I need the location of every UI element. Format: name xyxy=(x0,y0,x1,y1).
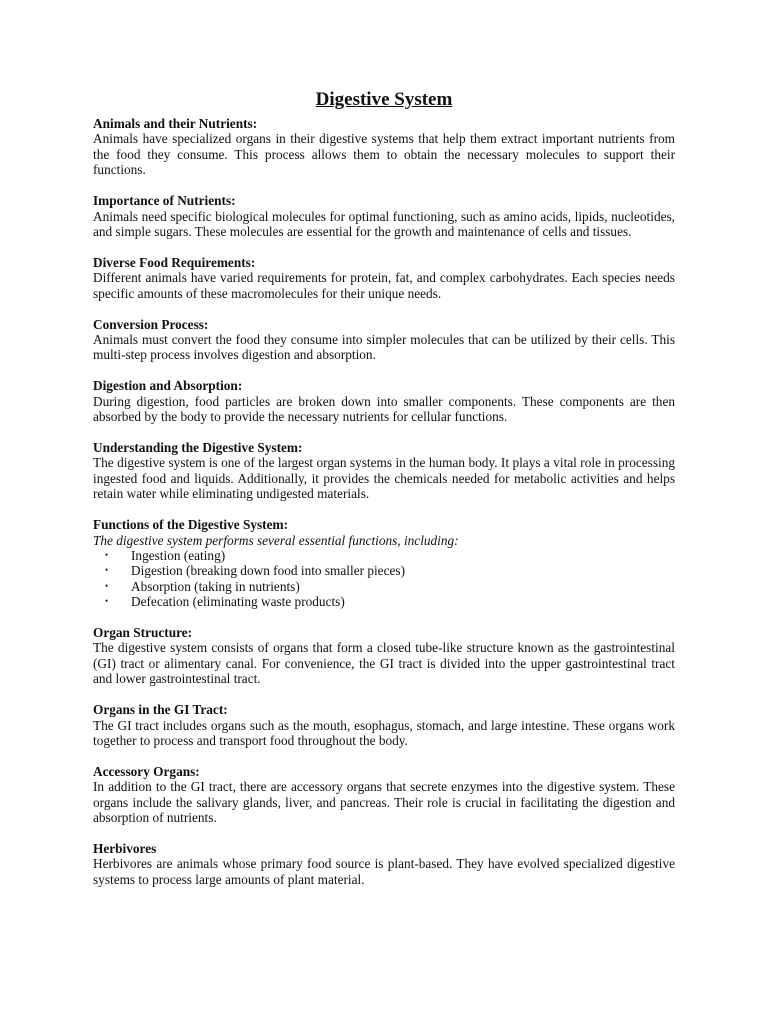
functions-list xyxy=(93,548,675,610)
list-item-text: Ingestion (eating) xyxy=(131,547,226,563)
section-heading: Digestion and Absorption: xyxy=(93,378,243,394)
section-body: During digestion, food particles are broken down into smaller components. These components are then absorbed by the body to provide the necessary nutrients for cellular functions. xyxy=(93,393,675,425)
section-importance-nutrients xyxy=(93,193,675,239)
section-functions xyxy=(93,517,675,609)
list-item xyxy=(105,594,675,609)
section-body: Herbivores are animals whose primary food source is plant-based. They have evolved specialized digestive systems to process large amounts of plant material. xyxy=(93,856,675,887)
bullet-icon: • xyxy=(105,580,109,591)
section-body: In addition to the GI tract, there are accessory organs that secrete enzymes into the digestive system. These organs include the salivary glands, liver, and pancreas. Their role is crucial in facilitating the digestion and absorption of nutrients. xyxy=(93,779,675,826)
section-diverse-food xyxy=(93,255,675,301)
list-item xyxy=(105,548,675,563)
section-heading: Animals and their Nutrients: xyxy=(93,116,258,131)
section-accessory-organs xyxy=(93,764,675,826)
section-heading: Understanding the Digestive System: xyxy=(93,440,303,455)
section-heading: Organ Structure: xyxy=(93,625,193,641)
section-body: The digestive system consists of organs that form a closed tube-like structure known as the gastrointestinal (GI) tract or alimentary canal. For convenience, the GI tract is divided into the upper gastrointestinal tract and lower gastrointestinal tract. xyxy=(93,640,675,687)
section-heading: Conversion Process: xyxy=(93,316,209,332)
section-heading: Herbivores xyxy=(93,841,157,857)
section-body: The GI tract includes organs such as the mouth, esophagus, stomach, and large intestine. These organs work together to process and transport food throughout the body. xyxy=(93,717,675,748)
section-body: Animals must convert the food they consume into simpler molecules that can be utilized by their cells. This multi-step process involves digestion and absorption. xyxy=(93,331,675,363)
list-item xyxy=(105,579,675,594)
section-organ-structure xyxy=(93,625,675,687)
section-heading: Functions of the Digestive System: xyxy=(93,517,288,533)
section-heading: Diverse Food Requirements: xyxy=(93,254,256,270)
list-item-text: Digestion (breaking down food into smaller pieces) xyxy=(131,563,405,579)
section-digestion-absorption xyxy=(93,378,675,424)
bullet-icon: • xyxy=(105,549,109,560)
section-heading: Organs in the GI Tract: xyxy=(93,702,228,718)
section-body: The digestive system is one of the largest organ systems in the human body. It plays a vital role in processing ingested food and liquids. Additionally, it provides the chemicals needed for metabolic activities and helps retain water while eliminating undigested materials. xyxy=(93,455,675,502)
list-item xyxy=(105,563,675,578)
document-title: Digestive System xyxy=(315,89,453,110)
bullet-icon: • xyxy=(105,565,109,576)
document-page xyxy=(93,88,675,903)
list-item-text: Defecation (eliminating waste products) xyxy=(131,594,345,610)
list-item-text: Absorption (taking in nutrients) xyxy=(131,578,300,594)
bullet-icon: • xyxy=(105,596,109,607)
section-body: Animals have specialized organs in their digestive systems that help them extract important nutrients from the food they consume. This process allows them to obtain the necessary molecules to support their functions. xyxy=(93,131,675,178)
section-herbivores xyxy=(93,841,675,887)
section-heading: Importance of Nutrients: xyxy=(93,193,236,209)
section-body: Different animals have varied requirements for protein, fat, and complex carbohydrates. Each species needs specific amounts of these macromolecules for their unique needs. xyxy=(93,270,675,301)
section-conversion-process xyxy=(93,317,675,363)
section-heading: Accessory Organs: xyxy=(93,763,200,779)
section-understanding xyxy=(93,440,675,502)
section-animals-nutrients xyxy=(93,116,675,178)
section-organs-gi-tract xyxy=(93,702,675,748)
section-body: Animals need specific biological molecules for optimal functioning, such as amino acids, lipids, nucleotides, and simple sugars. These molecules are essential for the growth and maintenance of cells and tissues. xyxy=(93,208,675,239)
section-intro: The digestive system performs several essential functions, including: xyxy=(93,532,459,548)
